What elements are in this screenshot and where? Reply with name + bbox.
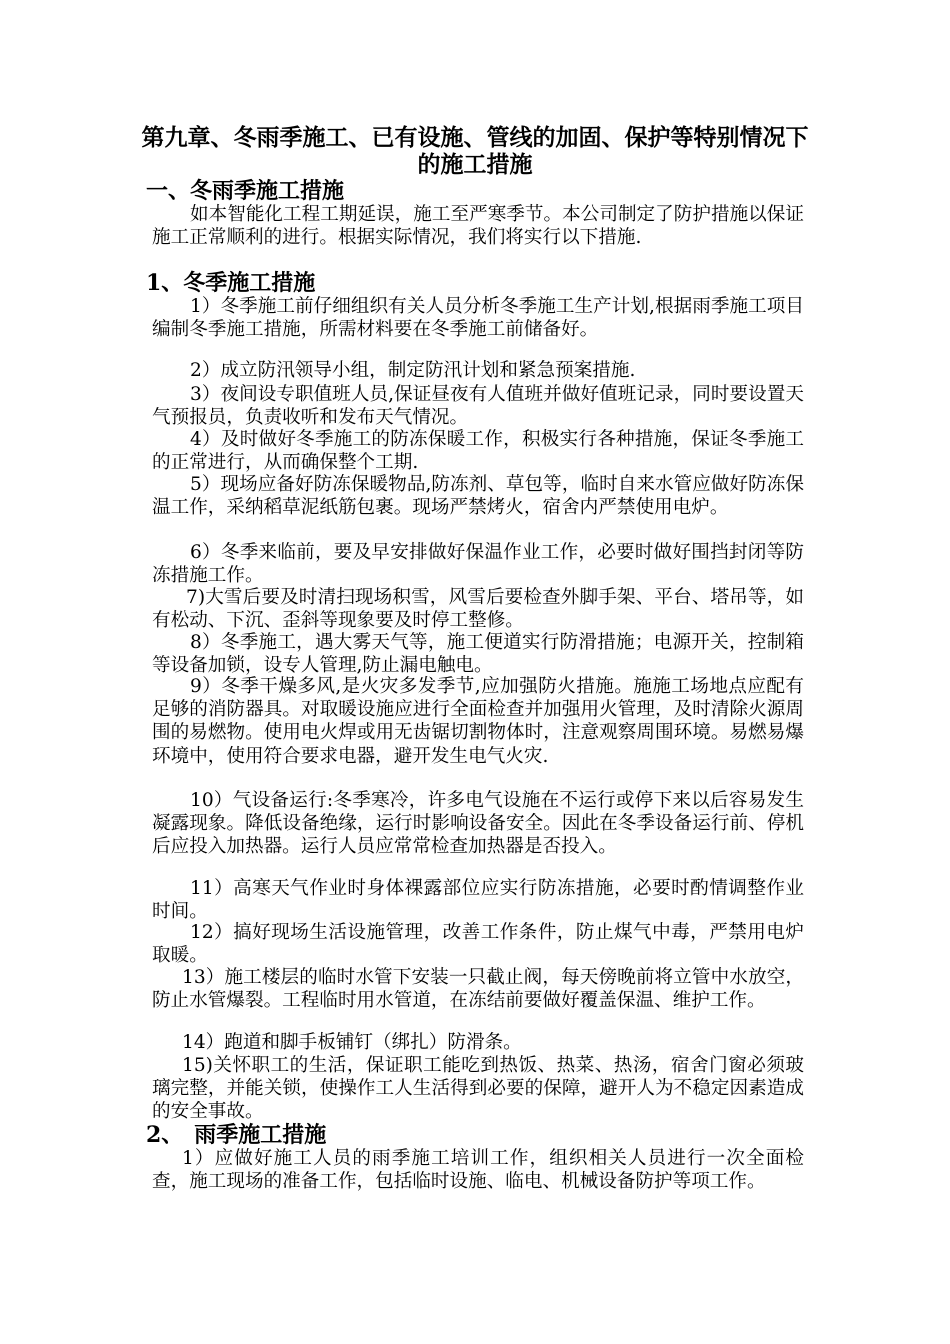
winter-item: 10）气设备运行:冬季寒冷，许多电气设施在不运行或停下来以后容易发生凝露现象。降低设备绝缘，运行时影响设备安全。因此在冬季设备运行前、停机后应投入加热器。运行人员应常常检查加热器是否投入。	[152, 790, 804, 858]
winter-item: 14）跑道和脚手板铺钉（绑扎）防滑条。	[182, 1032, 522, 1053]
winter-item: 15)关怀职工的生活，保证职工能吃到热饭、热菜、热汤，宿舍门窗必须玻璃完整，并能关锁，使操作工人生活得到必要的保障，避开人为不稳定因素造成的安全事故。	[152, 1055, 804, 1123]
rain-item: 1）应做好施工人员的雨季施工培训工作，组织相关人员进行一次全面检查，施工现场的准备工作，包括临时设施、临电、机械设备防护等项工作。	[152, 1148, 804, 1193]
intro-paragraph: 如本智能化工程工期延误，施工至严寒季节。本公司制定了防护措施以保证施工正常顺利的进行。根据实际情况，我们将实行以下措施.	[152, 204, 804, 249]
winter-item: 7)大雪后要及时清扫现场积雪，风雪后要检查外脚手架、平台、塔吊等，如有松动、下沉、歪斜等现象要及时停工整修。	[152, 587, 804, 632]
winter-item: 2）成立防汛领导小组，制定防汛计划和紧急预案措施.	[190, 360, 636, 381]
winter-item: 12）搞好现场生活设施管理，改善工作条件，防止煤气中毒，严禁用电炉取暖。	[152, 922, 804, 967]
winter-item: 13）施工楼层的临时水管下安装一只截止阀，每天傍晚前将立管中水放空，防止水管爆裂。工程临时用水管道，在冻结前要做好覆盖保温、维护工作。	[152, 967, 804, 1012]
winter-item: 8）冬季施工，遇大雾天气等，施工便道实行防滑措施；电源开关，控制箱等设备加锁，设专人管理,防止漏电触电。	[152, 632, 804, 677]
subsection-heading-rain: 2、 雨季施工措施	[146, 1122, 327, 1148]
chapter-title: 第九章、冬雨季施工、已有设施、管线的加固、保护等特别情况下的施工措施	[141, 124, 809, 178]
subsection-heading-winter: 1、冬季施工措施	[146, 270, 316, 296]
winter-item: 6）冬季来临前，要及早安排做好保温作业工作，必要时做好围挡封闭等防冻措施工作。	[152, 542, 804, 587]
winter-item: 1）冬季施工前仔细组织有关人员分析冬季施工生产计划,根据雨季施工项目编制冬季施工措施，所需材料要在冬季施工前储备好。	[152, 296, 804, 341]
section-heading: 一、冬雨季施工措施	[146, 178, 345, 204]
winter-item: 9）冬季干燥多风,是火灾多发季节,应加强防火措施。施施工场地点应配有足够的消防器具。对取暖设施应进行全面检查并加强用火管理，及时清除火源周围的易燃物。使用电火焊或用无齿锯切割物体时，注意观察周围环境。易燃易爆环境中，使用符合要求电器，避开发生电气火灾.	[152, 676, 804, 767]
winter-item: 5）现场应备好防冻保暖物品,防冻剂、草包等，临时自来水管应做好防冻保温工作，采纳稻草泥纸筋包裹。现场严禁烤火，宿舍内严禁使用电炉。	[152, 474, 804, 519]
winter-item: 11）高寒天气作业时身体裸露部位应实行防冻措施，必要时酌情调整作业时间。	[152, 878, 804, 923]
winter-item: 4）及时做好冬季施工的防冻保暖工作，积极实行各种措施，保证冬季施工的正常进行，从而确保整个工期.	[152, 429, 804, 474]
winter-item: 3）夜间设专职值班人员,保证昼夜有人值班并做好值班记录，同时要设置天气预报员，负责收听和发布天气情况。	[152, 384, 804, 429]
